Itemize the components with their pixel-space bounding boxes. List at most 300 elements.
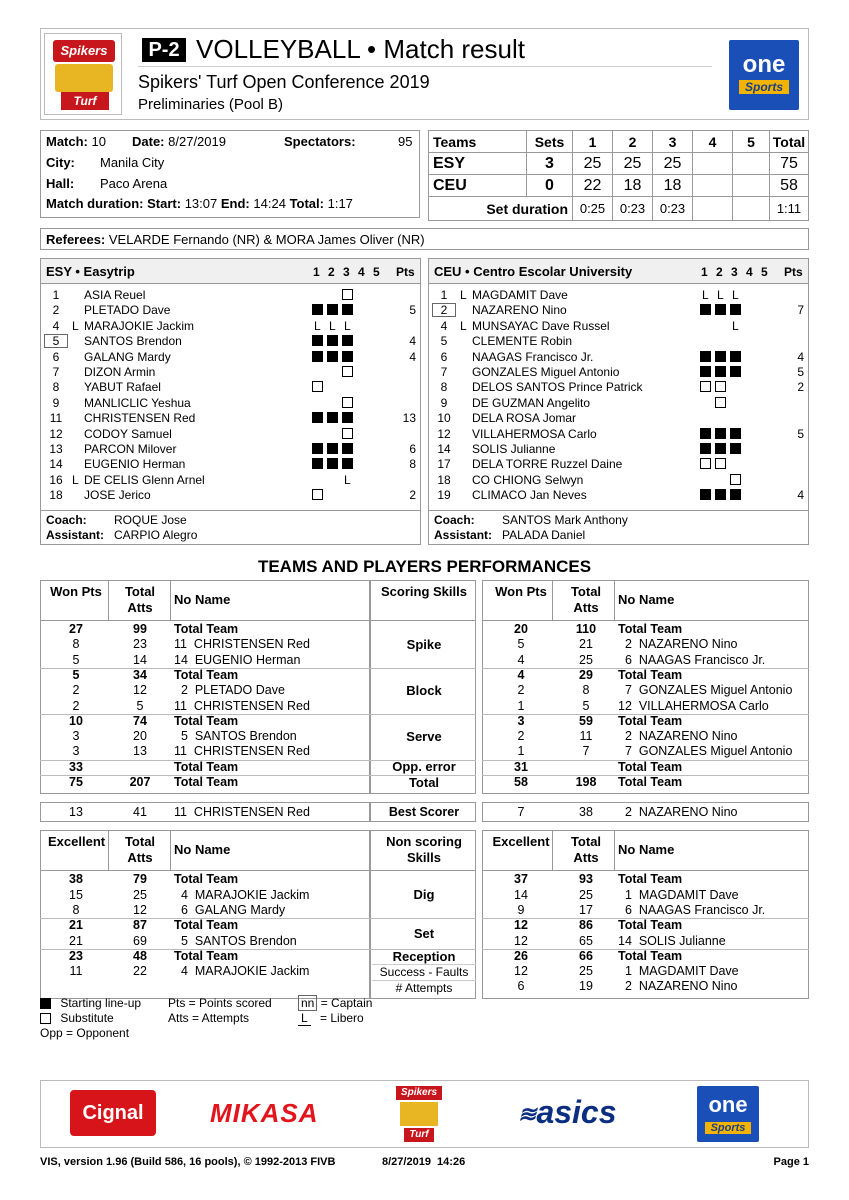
scoring-left-cell: 34	[133, 667, 147, 682]
scoring-left-cell: 74	[133, 713, 147, 728]
total-label: Total:	[289, 196, 324, 211]
scoring-right-cell: Total Team	[618, 775, 683, 789]
starting-lineup-icon	[700, 443, 711, 454]
cignal-logo: Cignal	[70, 1090, 156, 1136]
score-header-total: Total	[770, 131, 809, 153]
nonscoring-left-header-1: Excellent	[48, 834, 106, 850]
libero-icon: L	[298, 1011, 311, 1026]
scoring-skill-label: Opp. error	[392, 759, 456, 775]
team-b-staff: Coach: SANTOS Mark Anthony Assistant: PALADA Daniel	[434, 513, 628, 542]
nonscoring-header-line	[40, 870, 370, 871]
starting-lineup-icon	[715, 366, 726, 377]
libero-flag: L	[72, 472, 79, 487]
score-header-set2: 2	[613, 131, 653, 153]
libero-set-mark: L	[344, 472, 351, 487]
best-scorer-label: Best Scorer	[388, 805, 460, 820]
player-number: 11	[49, 411, 63, 426]
legend-atts: Atts = Attempts	[168, 1011, 250, 1025]
player-points: 4	[797, 349, 804, 364]
scoring-header-line	[370, 620, 476, 621]
team-a-player-row	[44, 473, 418, 488]
scoring-left-cell: 75	[69, 775, 83, 789]
nonscoring-right-cell: 19	[579, 979, 593, 994]
nonscoring-left-cell: 12	[133, 902, 147, 917]
scoring-left-cell: Total Team	[174, 775, 239, 789]
starting-lineup-icon	[715, 428, 726, 439]
player-name: DELA TORRE Ruzzel Daine	[472, 457, 623, 472]
libero-flag: L	[72, 318, 79, 333]
team-b-player-row	[432, 380, 806, 395]
hall-value: Paco Arena	[100, 176, 168, 191]
start-label: Start:	[147, 196, 182, 211]
scoring-right-cell: 3	[517, 713, 525, 728]
substitute-icon	[715, 381, 726, 392]
nonscoring-header-line	[482, 870, 809, 871]
match-date: 8/27/2019	[168, 134, 226, 149]
player-name: ASIA Reuel	[84, 288, 146, 302]
spectators-value: 95	[398, 134, 413, 149]
team-b-player-row	[432, 303, 806, 318]
starting-lineup-icon	[730, 351, 741, 362]
scoring-left-cell: 5	[72, 652, 80, 667]
nonscoring-right-cell: 66	[579, 948, 593, 963]
team-b-assistant: PALADA Daniel	[502, 528, 586, 542]
scoring-right-cell: 4	[517, 667, 525, 682]
player-name: CODOY Samuel	[84, 426, 172, 441]
nonscoring-left-cell: 69	[133, 933, 147, 948]
match-label: Match:	[46, 134, 88, 149]
referees	[46, 232, 425, 247]
player-name: DELOS SANTOS Prince Patrick	[472, 380, 643, 395]
team-a-player-row	[44, 350, 418, 365]
nonscoring-column-divider	[108, 830, 109, 870]
libero-flag: L	[460, 318, 467, 333]
nonscoring-left-cell: 38	[69, 872, 83, 887]
scoring-header-line	[482, 620, 809, 621]
nonscoring-left-cell: 48	[133, 948, 147, 963]
nonscoring-right-cell: 37	[514, 872, 528, 887]
libero-flag: L	[460, 288, 467, 302]
starting-lineup-icon	[715, 443, 726, 454]
scoring-right-cell: 5	[582, 698, 590, 713]
legend-captain: = Captain	[320, 996, 373, 1010]
spikers-turf-logo	[44, 33, 122, 115]
player-points: 13	[402, 411, 416, 426]
team-a-divider	[41, 510, 420, 511]
starting-lineup-icon	[700, 351, 711, 362]
nonscoring-left-cell: 23	[69, 948, 83, 963]
starting-lineup-icon	[730, 428, 741, 439]
player-name: GALANG Mardy	[84, 349, 171, 364]
nonscoring-group-separator	[370, 918, 476, 919]
nonscoring-header-line	[370, 870, 476, 871]
substitute-icon	[715, 397, 726, 408]
spectators-label: Spectators:	[284, 134, 356, 149]
score-header-set3: 3	[653, 131, 693, 153]
nonscoring-right-header-2: Total Atts	[570, 834, 602, 866]
spikers-sponsor-volleyball-icon	[400, 1102, 438, 1126]
nonscoring-right-cell: 12	[514, 933, 528, 948]
player-points: 5	[409, 303, 416, 318]
nonscoring-right-cell: 12	[514, 918, 528, 933]
team-a-name: ESY • Easytrip	[46, 264, 135, 279]
player-number: 16	[49, 472, 63, 487]
spikers-logo-volleyball-icon	[55, 64, 113, 92]
score-header-set1: 1	[573, 131, 613, 153]
player-name: DE CELIS Glenn Arnel	[84, 472, 205, 487]
scoring-left-cell: 11 CHRISTENSEN Red	[174, 744, 310, 759]
match-number: 10	[91, 134, 106, 149]
player-number: 2	[52, 303, 60, 318]
scoring-left-cell: 14 EUGENIO Herman	[174, 652, 301, 667]
starting-lineup-icon	[700, 366, 711, 377]
scoring-right-cell: 7	[582, 744, 590, 759]
nonscoring-right-cell: Total Team	[618, 918, 683, 933]
team-a-staff: Coach: ROQUE Jose Assistant: CARPIO Alegro	[46, 513, 198, 542]
scoring-left-cell: 14	[133, 652, 147, 667]
team-a-player-row	[44, 457, 418, 472]
scoring-skill-label: Total	[408, 774, 440, 790]
scoring-left-cell: 27	[69, 622, 83, 636]
nonscoring-right-cell: 9	[517, 902, 525, 917]
scoring-right-cell: 110	[575, 622, 597, 636]
player-name: NAZARENO Nino	[472, 303, 567, 318]
scoring-right-cell: 20	[514, 622, 528, 636]
substitute-icon	[342, 397, 353, 408]
scoring-left-header-2: Total Atts	[124, 584, 156, 615]
team-b-name: CEU • Centro Escolar University	[434, 264, 633, 279]
starting-lineup-icon	[327, 458, 338, 469]
team-a-player-row	[44, 442, 418, 457]
nonscoring-left-cell: 11	[69, 964, 83, 979]
player-number: 4	[440, 318, 448, 333]
player-number: 12	[49, 426, 63, 441]
scoring-left-cell: 10	[69, 713, 83, 728]
asics-logo: ≋asics	[518, 1094, 617, 1130]
substitute-icon	[312, 489, 323, 500]
player-number: 13	[49, 442, 63, 456]
team-b-player-row	[432, 319, 806, 334]
starting-lineup-icon	[715, 351, 726, 362]
player-number: 14	[49, 457, 63, 472]
team-a-roster	[44, 288, 418, 508]
starting-lineup-icon	[312, 458, 323, 469]
scoring-left-cell: Total Team	[174, 759, 239, 774]
player-number: 1	[52, 288, 60, 302]
team-a-player-row	[44, 319, 418, 334]
team-a-coach: ROQUE Jose	[114, 513, 187, 527]
scoring-right-cell: Total Team	[618, 713, 683, 728]
starting-lineup-icon	[700, 304, 711, 315]
hall-label: Hall:	[46, 176, 75, 191]
scoring-right-cell: 4	[517, 652, 525, 667]
nonscoring-right-cell: 6 NAAGAS Francisco Jr.	[618, 902, 766, 917]
player-name: CHRISTENSEN Red	[84, 411, 196, 426]
starting-lineup-icon	[312, 335, 323, 346]
nonscoring-skill-label: Reception Success - Faults # Attempts	[372, 949, 476, 997]
city-label: City:	[46, 155, 75, 170]
referees-value: VELARDE Fernando (NR) & MORA James Oliver (NR)	[108, 232, 425, 247]
scoring-left-cell: 11 CHRISTENSEN Red	[174, 637, 310, 652]
scoring-right-header-1: Won Pts	[495, 584, 547, 599]
nonscoring-right-cell: 17	[579, 902, 593, 917]
nonscoring-left-cell: Total Team	[174, 918, 239, 933]
libero-set-mark: L	[717, 288, 724, 302]
scoring-right-cell: 8	[582, 683, 590, 698]
player-points: 2	[797, 380, 804, 395]
player-number: 9	[440, 395, 448, 410]
team-b-player-row	[432, 411, 806, 426]
turf-logo-text: Turf	[61, 92, 109, 110]
scoring-column-divider	[108, 580, 109, 620]
one-logo-text: one	[742, 51, 786, 78]
scoring-header-line	[40, 620, 370, 621]
end-label: End:	[220, 196, 250, 211]
starting-lineup-icon	[730, 489, 741, 500]
scoring-left-cell: 207	[129, 775, 151, 789]
player-points: 4	[797, 488, 804, 503]
team-a-player-row	[44, 334, 418, 349]
competition-name: Spikers' Turf Open Conference 2019	[138, 72, 430, 92]
scoring-skill-label: Serve	[406, 728, 442, 744]
nonscoring-column-divider	[170, 830, 171, 870]
team-b-player-row	[432, 442, 806, 457]
nonscoring-right-cell: 86	[579, 918, 593, 933]
player-name: DIZON Armin	[84, 365, 156, 379]
team-a-player-row	[44, 288, 418, 303]
starting-lineup-icon	[342, 351, 353, 362]
scoring-right-header-3: No Name	[618, 592, 675, 607]
scoring-left-cell: 5	[136, 698, 144, 713]
nonscoring-right-cell: 2 NAZARENO Nino	[618, 979, 738, 994]
nonscoring-skill-label: Dig	[413, 887, 435, 903]
spikers-turf-sponsor-logo: Spikers Turf	[396, 1086, 442, 1142]
starting-lineup-icon	[730, 304, 741, 315]
nonscoring-left-cell: 6 GALANG Mardy	[174, 902, 286, 917]
starting-lineup-icon	[342, 443, 353, 454]
best-scorer-left-name: 11 CHRISTENSEN Red	[174, 805, 310, 820]
player-name: MARAJOKIE Jackim	[84, 318, 195, 333]
starting-lineup-icon	[715, 304, 726, 315]
starting-lineup-icon	[730, 366, 741, 377]
player-number: 12	[437, 426, 451, 441]
scoring-right-cell: 198	[575, 775, 597, 789]
nonscoring-right-header-3: No Name	[618, 842, 675, 858]
player-name: MAGDAMIT Dave	[472, 288, 568, 302]
substitute-icon	[312, 381, 323, 392]
player-number: 8	[52, 380, 60, 395]
best-scorer-right-pts: 7	[517, 805, 525, 820]
nonscoring-left-cell: 22	[133, 964, 147, 979]
nonscoring-left-cell: Total Team	[174, 948, 239, 963]
nonscoring-right-cell: 1 MAGDAMIT Dave	[618, 964, 739, 979]
nonscoring-right-cell: 93	[579, 872, 593, 887]
scoring-left-cell: 99	[133, 622, 147, 636]
scoring-left-cell: 5 SANTOS Brendon	[174, 729, 297, 744]
competition-phase: Preliminaries (Pool B)	[138, 96, 284, 113]
team-b-divider	[429, 510, 808, 511]
date-label: Date:	[132, 134, 165, 149]
performances-title: TEAMS AND PLAYERS PERFORMANCES	[257, 557, 592, 576]
player-number: 18	[49, 488, 63, 503]
score-header-teams: Teams	[429, 131, 527, 153]
starting-lineup-icon	[342, 458, 353, 469]
libero-set-mark: L	[702, 288, 709, 302]
legend-opp: Opp = Opponent	[40, 1026, 130, 1040]
scoring-right-cell: 2	[517, 683, 525, 698]
scoring-left-cell: 13	[133, 744, 147, 759]
player-number: 8	[440, 380, 448, 395]
substitute-icon	[700, 381, 711, 392]
nonscoring-left-cell: 21	[69, 933, 83, 948]
player-name: YABUT Rafael	[84, 380, 161, 395]
scoring-column-divider	[170, 580, 171, 620]
end-time: 14:24	[253, 196, 286, 211]
substitute-icon	[715, 458, 726, 469]
legend-substitute: Substitute	[60, 1011, 114, 1025]
nonscoring-skill-label: Set	[413, 925, 435, 941]
legend-pts: Pts = Points scored	[168, 996, 272, 1010]
nonscoring-left-cell: 15	[69, 887, 83, 902]
substitute-icon	[730, 474, 741, 485]
scoring-left-cell: 11 CHRISTENSEN Red	[174, 698, 310, 713]
player-number: 9	[52, 395, 60, 410]
player-number: 5	[44, 334, 68, 348]
player-name: CLIMACO Jan Neves	[472, 488, 587, 503]
player-name: EUGENIO Herman	[84, 457, 186, 472]
team-b-roster	[432, 288, 806, 508]
team-a-player-row	[44, 411, 418, 426]
scoring-right-cell: 31	[514, 759, 528, 774]
scoring-left-cell: 33	[69, 759, 83, 774]
team-a-player-row	[44, 303, 418, 318]
scoring-right-cell: Total Team	[618, 622, 683, 636]
duration-label: Match duration:	[46, 196, 144, 211]
player-name: GONZALES Miguel Antonio	[472, 365, 620, 379]
player-name: NAAGAS Francisco Jr.	[472, 349, 594, 364]
legend-starting: Starting line-up	[60, 996, 142, 1010]
player-name: SOLIS Julianne	[472, 442, 556, 456]
scoring-left-cell: 3	[72, 744, 80, 759]
player-number: 18	[437, 472, 451, 487]
player-name: DE GUZMAN Angelito	[472, 395, 591, 410]
libero-set-mark: L	[314, 318, 321, 333]
scoring-left-cell: 2	[72, 683, 80, 698]
scoring-left-cell: Total Team	[174, 713, 239, 728]
player-number: 10	[437, 411, 451, 426]
nonscoring-right-cell: 6	[517, 979, 525, 994]
player-name: SANTOS Brendon	[84, 334, 182, 349]
player-number: 1	[440, 288, 448, 302]
best-scorer-right-atts: 38	[579, 805, 593, 820]
nonscoring-left-header-3: No Name	[174, 842, 231, 858]
nonscoring-left-cell: 4 MARAJOKIE Jackim	[174, 887, 310, 902]
scoring-right-cell: 21	[579, 637, 593, 652]
starting-lineup-icon	[342, 304, 353, 315]
one-sports-logo	[729, 40, 799, 110]
scoring-left-cell: 23	[133, 637, 147, 652]
scoring-column-divider	[552, 580, 553, 620]
team-b-player-row	[432, 350, 806, 365]
player-points: 8	[409, 457, 416, 472]
player-points: 5	[797, 426, 804, 441]
scoring-right-cell: Total Team	[618, 667, 683, 682]
player-name: CO CHIONG Selwyn	[472, 472, 584, 487]
best-scorer-left-atts: 41	[133, 805, 147, 820]
scoring-left-cell: 3	[72, 729, 80, 744]
starting-lineup-icon	[700, 428, 711, 439]
scoring-left-cell: 5	[72, 667, 80, 682]
substitute-icon	[40, 1013, 51, 1024]
nonscoring-left-cell: 87	[133, 918, 147, 933]
player-points: 2	[409, 488, 416, 503]
team-b-player-row	[432, 288, 806, 303]
starting-lineup-icon	[327, 443, 338, 454]
player-number: 17	[437, 457, 451, 472]
player-name: VILLAHERMOSA Carlo	[472, 426, 597, 441]
substitute-icon	[342, 289, 353, 300]
scoring-right-header-2: Total Atts	[570, 584, 602, 615]
scoring-right-cell: 29	[579, 667, 593, 682]
team-b-player-row	[432, 365, 806, 380]
best-scorer-right-name: 2 NAZARENO Nino	[618, 805, 738, 820]
libero-set-mark: L	[329, 318, 336, 333]
starting-lineup-icon	[312, 351, 323, 362]
nonscoring-right-cell: 26	[514, 948, 528, 963]
player-name: PLETADO Dave	[84, 303, 171, 318]
header-divider	[138, 66, 712, 67]
player-points: 7	[797, 303, 804, 318]
team-b-coach: SANTOS Mark Anthony	[502, 513, 628, 527]
score-header-sets: Sets	[527, 131, 573, 153]
starting-lineup-icon	[327, 304, 338, 315]
nonscoring-mid-header: Non scoring Skills	[386, 834, 462, 866]
scoring-right-cell: 1	[517, 744, 525, 759]
score-row-ceu: CEU 0 22 18 18 58	[429, 175, 809, 197]
team-a-player-row	[44, 488, 418, 503]
team-a-player-row	[44, 396, 418, 411]
spikers-logo-text: Spikers	[53, 40, 115, 62]
libero-set-mark: L	[732, 318, 739, 333]
player-number: 5	[440, 334, 448, 349]
score-header-set5: 5	[733, 131, 770, 153]
scoring-group-separator	[370, 714, 476, 715]
referees-label: Referees:	[46, 232, 106, 247]
scoring-left-header-3: No Name	[174, 592, 231, 607]
scoring-right-cell: 12 VILLAHERMOSA Carlo	[618, 698, 769, 713]
nonscoring-left-cell: 25	[133, 887, 147, 902]
scoring-right-cell: 25	[579, 652, 593, 667]
starting-lineup-icon	[327, 412, 338, 423]
starting-lineup-icon	[327, 335, 338, 346]
player-name: MUNSAYAC Dave Russel	[472, 318, 610, 333]
scoring-skill-label: Spike	[406, 636, 442, 652]
team-b-player-row	[432, 396, 806, 411]
team-b-player-row	[432, 473, 806, 488]
player-name: JOSE Jerico	[84, 488, 151, 503]
player-points: 4	[409, 349, 416, 364]
starting-lineup-icon	[312, 443, 323, 454]
substitute-icon	[342, 366, 353, 377]
player-name: MANLICLIC Yeshua	[84, 395, 191, 410]
starting-lineup-icon	[312, 412, 323, 423]
scoring-right-cell: 2 NAZARENO Nino	[618, 637, 738, 652]
scoring-column-divider	[614, 580, 615, 620]
nonscoring-right-cell: 14 SOLIS Julianne	[618, 933, 726, 948]
team-b-player-row	[432, 427, 806, 442]
city-value: Manila City	[100, 155, 165, 170]
player-number: 19	[437, 488, 451, 503]
